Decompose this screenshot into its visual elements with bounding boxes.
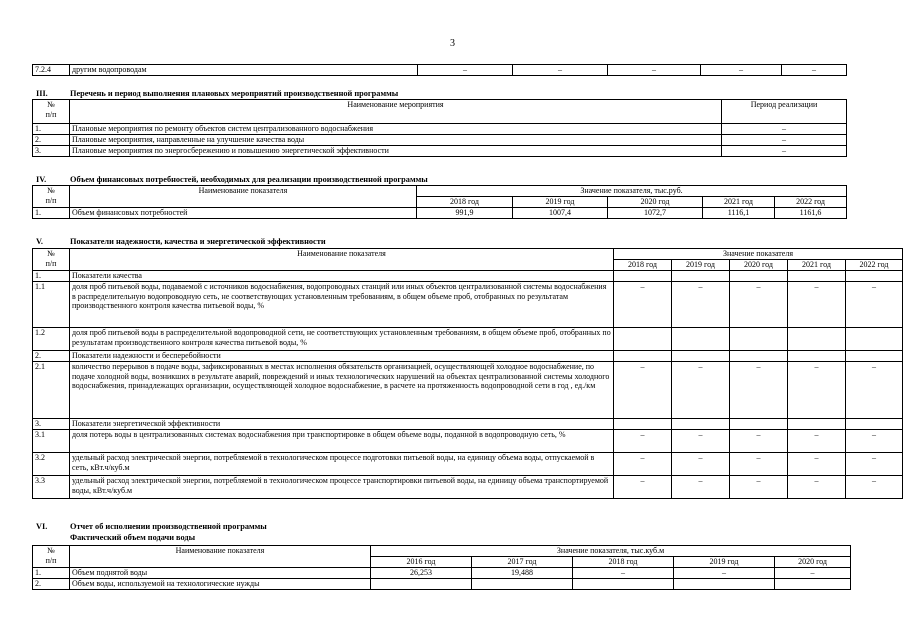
column-header-year: 2021 год <box>788 260 846 271</box>
cell-value: – <box>846 453 903 476</box>
cell-value <box>614 328 672 351</box>
column-header-number: № п/п <box>33 100 70 124</box>
row-number: 3.1 <box>33 430 70 453</box>
row-number: 2. <box>33 579 70 590</box>
row-number: 3. <box>33 146 70 157</box>
row-label: Показатели качества <box>70 271 614 282</box>
table-group-row <box>33 271 903 282</box>
column-header-year: 2018 год <box>573 557 674 568</box>
cell-value: – <box>573 568 674 579</box>
cell-value: – <box>730 282 788 328</box>
page-number: 3 <box>450 38 455 49</box>
cell-value: – <box>730 476 788 499</box>
table-row <box>33 476 903 499</box>
row-number: 2.1 <box>33 362 70 419</box>
cell-value: – <box>672 453 730 476</box>
row-label: Объем воды, используемой на технологические нужды <box>70 579 371 590</box>
cell-value: – <box>788 453 846 476</box>
column-header-year: 2020 год <box>608 197 703 208</box>
column-header-year: 2020 год <box>730 260 788 271</box>
column-header-year: 2019 год <box>513 197 608 208</box>
table-header-row <box>33 249 903 260</box>
cell-value: – <box>701 65 782 76</box>
column-header-value: Значение показателя, тыс.руб. <box>417 186 847 197</box>
table-continuation <box>32 64 847 76</box>
cell-value: – <box>730 362 788 419</box>
cell-value: – <box>722 124 847 135</box>
cell-value <box>788 328 846 351</box>
cell-value: – <box>730 430 788 453</box>
cell-value: – <box>788 430 846 453</box>
row-number: 1. <box>33 208 70 219</box>
column-header-name: Наименование показателя <box>70 186 417 208</box>
table-row <box>33 124 847 135</box>
row-label: Показатели надежности и бесперебойности <box>70 351 614 362</box>
row-number: 1.2 <box>33 328 70 351</box>
table-row <box>33 430 903 453</box>
cell-value: 19,488 <box>472 568 573 579</box>
cell-value: 1072,7 <box>608 208 703 219</box>
cell-value: – <box>846 476 903 499</box>
cell-value: 1161,6 <box>775 208 847 219</box>
column-header-year: 2019 год <box>672 260 730 271</box>
cell-value: – <box>614 453 672 476</box>
row-number: 3. <box>33 419 70 430</box>
cell-value: 991,9 <box>417 208 513 219</box>
column-header-year: 2016 год <box>371 557 472 568</box>
row-label: Плановые мероприятия по ремонту объектов систем централизованного водоснабжения <box>70 124 722 135</box>
row-label: Плановые мероприятия по энергосбережению и повышению энергетической эффективности <box>70 146 722 157</box>
table-row <box>33 362 903 419</box>
cell-value: – <box>722 146 847 157</box>
cell-value <box>674 579 775 590</box>
cell-value: 1007,4 <box>513 208 608 219</box>
column-header-number: № п/п <box>33 546 70 568</box>
row-label: доля потерь воды в централизованных системах водоснабжения при транспортировке в общем объеме воды, поданной в водопроводную сеть, % <box>70 430 614 453</box>
cell-value: – <box>775 568 851 579</box>
cell-value: – <box>846 362 903 419</box>
row-number: 1. <box>33 568 70 579</box>
section-number: VI. <box>36 522 48 531</box>
column-header-number: № п/п <box>33 186 70 208</box>
table-section-5 <box>32 248 903 499</box>
table-row <box>33 208 847 219</box>
table-row <box>33 579 851 590</box>
section-title: Объем финансовых потребностей, необходимых для реализации производственной программы <box>70 175 428 184</box>
row-number: 2. <box>33 135 70 146</box>
row-number: 7.2.4 <box>33 65 70 76</box>
row-label: удельный расход электрической энергии, потребляемой в технологическом процессе подготовки питьевой воды, на единицу объема воды, отпускаемой в сеть, кВт.ч/куб.м <box>70 453 614 476</box>
cell-value <box>846 328 903 351</box>
table-row <box>33 568 851 579</box>
table-section-4 <box>32 185 847 219</box>
section-number: III. <box>36 89 48 98</box>
table-header-row <box>33 186 847 197</box>
cell-value: – <box>672 430 730 453</box>
cell-value: – <box>674 568 775 579</box>
column-header-year: 2020 год <box>775 557 851 568</box>
cell-value: – <box>614 430 672 453</box>
section-6-subtitle: Фактический объем подачи воды <box>70 533 196 542</box>
cell-value: 26,253 <box>371 568 472 579</box>
cell-value: – <box>614 282 672 328</box>
cell-value: – <box>672 362 730 419</box>
cell-value <box>371 579 472 590</box>
column-header-name: Наименование показателя <box>70 546 371 568</box>
cell-value <box>472 579 573 590</box>
column-header-value: Значение показателя, тыс.куб.м <box>371 546 851 557</box>
section-number: V. <box>36 237 43 246</box>
cell-value: – <box>846 430 903 453</box>
section-4-heading <box>36 175 428 184</box>
cell-value: – <box>788 476 846 499</box>
cell-value: – <box>730 453 788 476</box>
row-number: 1. <box>33 124 70 135</box>
cell-value <box>775 579 851 590</box>
row-label: Объем поднятой воды <box>70 568 371 579</box>
table-section-6 <box>32 545 851 590</box>
row-label: количество перерывов в подаче воды, зафиксированных в местах исполнения обязательств организацией, осуществляющей холодное водоснабжение, по подаче холодной воды, возникших в результате аварий, повреждений и иных технологических нарушений на объектах централизованной системы холодного водоснабжения, принадлежащих организации, осуществляющей холодное водоснабжение, в расчете на протяженность водопроводной сети в год , ед./км <box>70 362 614 419</box>
row-number: 1.1 <box>33 282 70 328</box>
cell-value: – <box>672 476 730 499</box>
cell-value: – <box>846 282 903 328</box>
row-label: удельный расход электрической энергии, потребляемой в технологическом процессе транспортировки питьевой воды, на единицу объема транспортируемой воды, кВт.ч/куб.м <box>70 476 614 499</box>
section-5-heading <box>36 237 326 246</box>
column-header-year: 2018 год <box>614 260 672 271</box>
row-label: другим водопроводам <box>70 65 418 76</box>
column-header-name: Наименование мероприятия <box>70 100 722 124</box>
section-3-heading <box>36 89 398 98</box>
table-row <box>33 453 903 476</box>
column-header-number: № п/п <box>33 249 70 271</box>
table-row <box>33 328 903 351</box>
table-group-row <box>33 419 903 430</box>
cell-value: – <box>788 282 846 328</box>
table-row <box>33 65 847 76</box>
row-number: 2. <box>33 351 70 362</box>
column-header-year: 2022 год <box>775 197 847 208</box>
column-header-name: Наименование показателя <box>70 249 614 271</box>
row-number: 3.2 <box>33 453 70 476</box>
section-number: IV. <box>36 175 47 184</box>
table-section-3 <box>32 99 847 157</box>
table-group-row <box>33 351 903 362</box>
row-label: Объем финансовых потребностей <box>70 208 417 219</box>
row-label: доля проб питьевой воды, подаваемой с источников водоснабжения, водопроводных станций или иных объектов централизованной системы водоснабжения в распределительную водопроводную сеть, не соответствующих установленным требованиям, в общем объеме проб, отобранных по результатам производственного контроля качества питьевой воды, % <box>70 282 614 328</box>
cell-value <box>672 328 730 351</box>
section-title: Показатели надежности, качества и энергетической эффективности <box>70 237 326 246</box>
table-row <box>33 282 903 328</box>
table-row <box>33 146 847 157</box>
cell-value: – <box>722 135 847 146</box>
cell-value: – <box>513 65 608 76</box>
column-header-year: 2021 год <box>703 197 775 208</box>
row-label: Показатели энергетической эффективности <box>70 419 614 430</box>
table-header-row <box>33 546 851 557</box>
cell-value: – <box>614 362 672 419</box>
column-header-year: 2019 год <box>674 557 775 568</box>
table-row <box>33 135 847 146</box>
column-header-year: 2022 год <box>846 260 903 271</box>
row-label: Плановые мероприятия, направленные на улучшение качества воды <box>70 135 722 146</box>
row-number: 3.3 <box>33 476 70 499</box>
cell-value: – <box>782 65 847 76</box>
cell-value: – <box>672 282 730 328</box>
row-number: 1. <box>33 271 70 282</box>
cell-value: – <box>608 65 701 76</box>
column-header-period: Период реализации <box>722 100 847 124</box>
cell-value: – <box>788 362 846 419</box>
section-title: Отчет об исполнении производственной программы <box>70 522 267 531</box>
column-header-value: Значение показателя <box>614 249 903 260</box>
row-label: доля проб питьевой воды в распределительной водопроводной сети, не соответствующих установленным требованиям, в общем объеме проб, отобранных по результатам производственного контроля качества питьевой воды, % <box>70 328 614 351</box>
table-header-row <box>33 100 847 124</box>
cell-value: 1116,1 <box>703 208 775 219</box>
column-header-year: 2018 год <box>417 197 513 208</box>
cell-value: – <box>614 476 672 499</box>
column-header-year: 2017 год <box>472 557 573 568</box>
section-6-heading <box>36 522 267 531</box>
section-title: Перечень и период выполнения плановых мероприятий производственной программы <box>70 89 399 98</box>
cell-value <box>730 328 788 351</box>
cell-value: – <box>418 65 513 76</box>
cell-value <box>573 579 674 590</box>
